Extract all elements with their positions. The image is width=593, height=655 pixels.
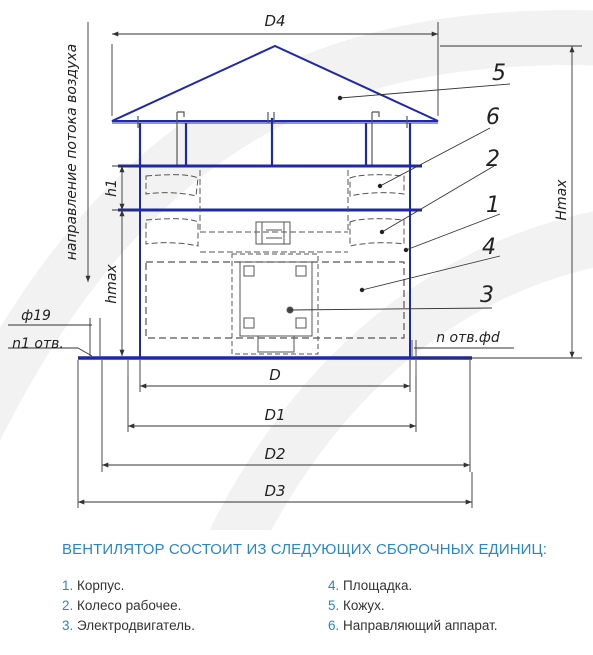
caption-title: ВЕНТИЛЯТОР СОСТОИТ ИЗ СЛЕДУЮЩИХ СБОРОЧНЫХ ЕДИНИЦ: [62, 541, 547, 558]
list-item: 4. Площадка. [328, 578, 413, 593]
list-item: 3. Электродвигатель. [62, 618, 195, 633]
impeller [146, 219, 404, 252]
dim-d1: D1 [264, 406, 286, 424]
list-item: 2. Колесо рабочее. [62, 598, 182, 613]
callout-1: 1 [486, 193, 500, 218]
callout-5: 5 [492, 61, 506, 86]
dim-h1: h1 [104, 179, 120, 197]
dim-hmax-total: Hmax [554, 179, 570, 221]
dim-hmax-small: hmax [104, 264, 120, 304]
dim-d4: D4 [264, 12, 286, 30]
callout-2: 2 [486, 147, 500, 172]
callout-4: 4 [482, 235, 496, 260]
dim-d3: D3 [264, 482, 286, 500]
list-item: 1. Корпус. [62, 578, 125, 593]
shaft-hub [256, 222, 290, 244]
dim-n-holes: n отв.фd [436, 330, 500, 346]
list-item: 6. Направляющий аппарат. [328, 618, 498, 633]
list-item: 5. Кожух. [328, 598, 385, 613]
flow-direction-label: направление потока воздуха [64, 43, 80, 261]
callout-6: 6 [486, 105, 500, 130]
dim-d: D [269, 366, 281, 384]
dim-phi19: ф19 [21, 308, 51, 324]
dim-d2: D2 [264, 445, 286, 463]
parts-list-col1 [62, 576, 195, 636]
motor [232, 254, 318, 354]
parts-list-col2 [328, 576, 498, 636]
dim-n1-holes: n1 отв. [12, 336, 64, 352]
callout-3: 3 [480, 283, 494, 308]
